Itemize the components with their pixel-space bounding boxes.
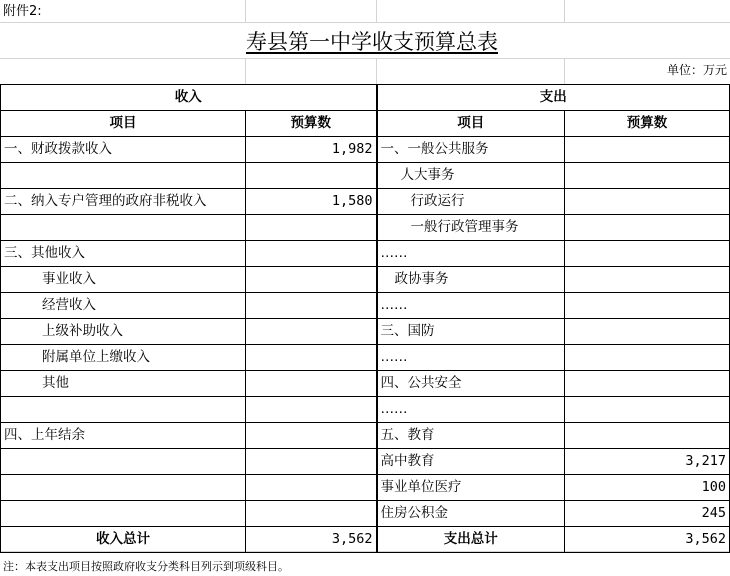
expense-item-cell: 高中教育	[377, 449, 565, 475]
gridline	[564, 58, 565, 84]
income-amount-cell: 1,580	[246, 189, 377, 215]
income-item-cell	[1, 475, 246, 501]
expense-amount-cell	[565, 397, 730, 423]
income-item-cell	[1, 163, 246, 189]
expense-amount-cell	[565, 319, 730, 345]
table-row	[1, 397, 730, 423]
gridline	[245, 0, 246, 22]
expense-item-header: 项目	[377, 111, 565, 137]
section-header-row	[1, 85, 730, 111]
table-row	[1, 215, 730, 241]
income-amount-cell	[246, 319, 377, 345]
expense-amount-cell	[565, 137, 730, 163]
table-row	[1, 267, 730, 293]
expense-amount-cell	[565, 345, 730, 371]
gridline	[0, 22, 730, 23]
income-item-cell: 一、财政拨款收入	[1, 137, 246, 163]
income-amount-cell	[246, 397, 377, 423]
expense-item-cell: ……	[377, 397, 565, 423]
income-item-cell: 上级补助收入	[1, 319, 246, 345]
income-total-label: 收入总计	[1, 527, 246, 553]
income-amount-cell	[246, 501, 377, 527]
gridline	[376, 58, 377, 84]
expense-item-cell: 四、公共安全	[377, 371, 565, 397]
income-amount-cell	[246, 241, 377, 267]
expense-amount-cell	[565, 371, 730, 397]
income-item-cell	[1, 501, 246, 527]
expense-item-cell: 一、一般公共服务	[377, 137, 565, 163]
income-item-cell: 二、纳入专户管理的政府非税收入	[1, 189, 246, 215]
income-amount-cell	[246, 163, 377, 189]
expense-item-cell: ……	[377, 293, 565, 319]
expense-item-cell: 住房公积金	[377, 501, 565, 527]
table-row	[1, 449, 730, 475]
expense-item-cell: 行政运行	[377, 189, 565, 215]
expense-amount-cell: 100	[565, 475, 730, 501]
expense-total-label: 支出总计	[377, 527, 565, 553]
income-amount-cell: 1,982	[246, 137, 377, 163]
expense-item-cell: 三、国防	[377, 319, 565, 345]
expense-item-cell: 五、教育	[377, 423, 565, 449]
expense-amount-cell: 3,217	[565, 449, 730, 475]
table-row	[1, 475, 730, 501]
expense-item-cell: 政协事务	[377, 267, 565, 293]
expense-amount-cell: 245	[565, 501, 730, 527]
expense-amount-cell	[565, 267, 730, 293]
income-amount-cell	[246, 267, 377, 293]
expense-item-cell: 事业单位医疗	[377, 475, 565, 501]
attachment-label: 附件2:	[3, 4, 42, 19]
income-amount-cell	[246, 293, 377, 319]
income-item-cell	[1, 397, 246, 423]
unit-label: 单位：万元	[666, 63, 727, 77]
expense-total-value: 3,562	[565, 527, 730, 553]
income-item-cell: 事业收入	[1, 267, 246, 293]
income-item-cell: 经营收入	[1, 293, 246, 319]
expense-amount-cell	[565, 215, 730, 241]
income-item-cell	[1, 449, 246, 475]
income-amount-cell	[246, 215, 377, 241]
income-total-value: 3,562	[246, 527, 377, 553]
expense-item-cell: 一般行政管理事务	[377, 215, 565, 241]
table-row	[1, 189, 730, 215]
expense-amount-cell	[565, 163, 730, 189]
table-row	[1, 293, 730, 319]
column-header-row	[1, 111, 730, 137]
income-item-cell: 三、其他收入	[1, 241, 246, 267]
income-amount-cell	[246, 475, 377, 501]
income-amount-header: 预算数	[246, 111, 377, 137]
table-row	[1, 241, 730, 267]
gridline	[0, 58, 730, 59]
budget-table	[0, 84, 730, 553]
expense-item-cell: ……	[377, 345, 565, 371]
table-row	[1, 371, 730, 397]
income-amount-cell	[246, 449, 377, 475]
expense-header: 支出	[377, 85, 730, 111]
table-row	[1, 319, 730, 345]
title-text: 寿县第一中学收支预算总表	[246, 30, 498, 54]
income-header: 收入	[1, 85, 377, 111]
expense-amount-cell	[565, 189, 730, 215]
page-title	[0, 26, 730, 58]
table-row	[1, 345, 730, 371]
table-row	[1, 501, 730, 527]
income-item-cell	[1, 215, 246, 241]
income-amount-cell	[246, 345, 377, 371]
expense-item-cell: 人大事务	[377, 163, 565, 189]
income-item-cell: 四、上年结余	[1, 423, 246, 449]
income-item-header: 项目	[1, 111, 246, 137]
table-row	[1, 137, 730, 163]
gridline	[376, 0, 377, 22]
expense-amount-cell	[565, 241, 730, 267]
expense-item-cell: ……	[377, 241, 565, 267]
table-row	[1, 163, 730, 189]
expense-amount-cell	[565, 423, 730, 449]
table-row	[1, 423, 730, 449]
expense-amount-header: 预算数	[565, 111, 730, 137]
totals-row	[1, 527, 730, 553]
income-amount-cell	[246, 423, 377, 449]
gridline	[245, 58, 246, 84]
income-item-cell: 其他	[1, 371, 246, 397]
income-item-cell: 附属单位上缴收入	[1, 345, 246, 371]
footnote: 注：本表支出项目按照政府收支分类科目列示到项级科目。	[3, 560, 289, 573]
income-amount-cell	[246, 371, 377, 397]
gridline	[564, 0, 565, 22]
expense-amount-cell	[565, 293, 730, 319]
